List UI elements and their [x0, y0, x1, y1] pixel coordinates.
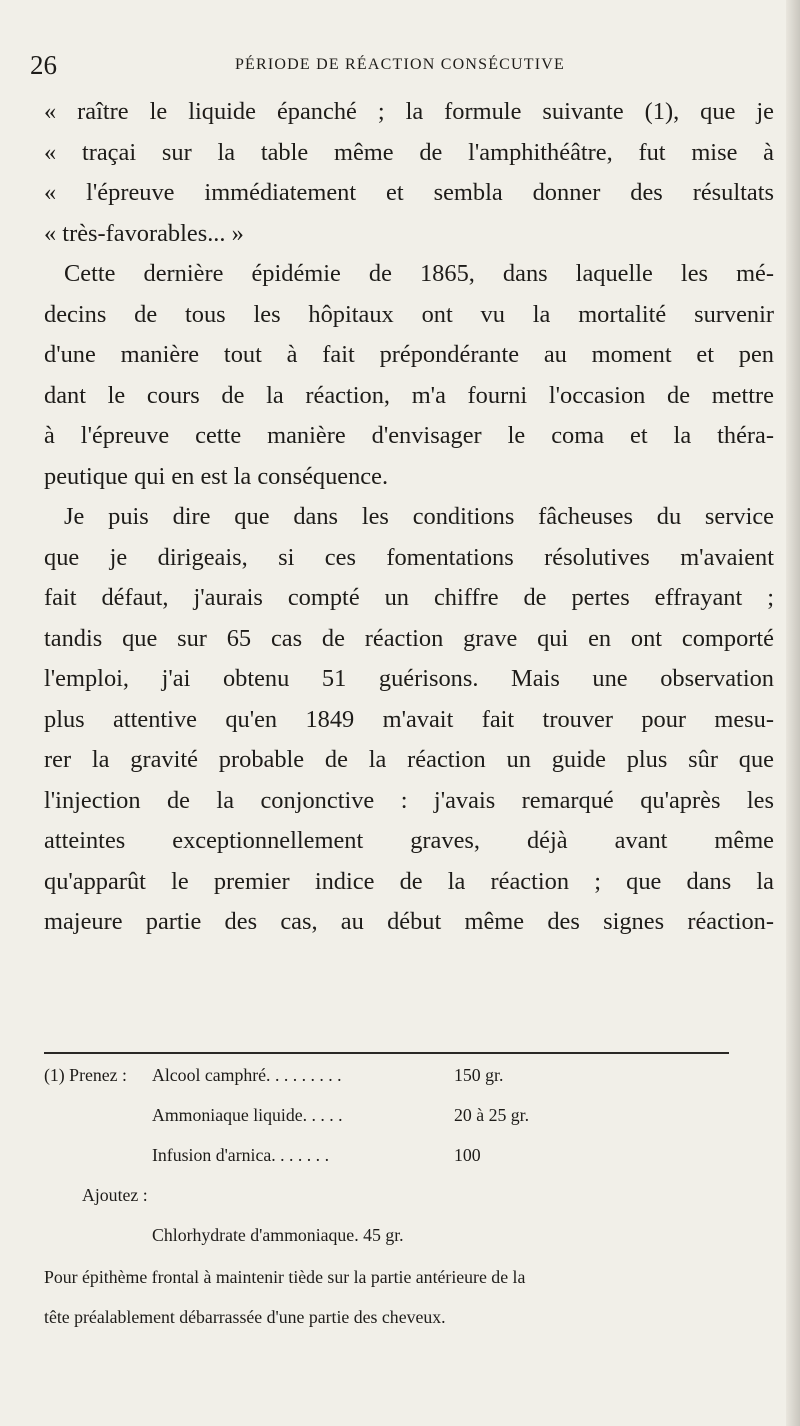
ingredient-qty: 150 gr. — [454, 1065, 504, 1085]
footnote-marker: (1) Prenez : — [44, 1065, 127, 1085]
page-number: 26 — [30, 50, 57, 80]
text-line: qu'apparût le premier indice de la réaction ; que dans la — [44, 867, 774, 895]
text-line: dant le cours de la réaction, m'a fourni l'occasion de mettre — [44, 381, 774, 409]
add-ingredient: Chlorhydrate d'ammoniaque. 45 gr. — [152, 1225, 404, 1245]
text-line: « très-favorables... » — [44, 219, 244, 247]
footnote-row — [44, 1065, 504, 1086]
footnote-rule — [44, 1052, 729, 1054]
text-line: « l'épreuve immédiatement et sembla donner des résultats — [44, 179, 774, 206]
text-line: atteintes exceptionnellement graves, déjà avant même — [44, 827, 774, 854]
ingredient-qty: 20 à 25 gr. — [454, 1105, 530, 1125]
text-line: à l'épreuve cette manière d'envisager le coma et la théra- — [44, 422, 774, 449]
text-line: que je dirigeais, si ces fomentations résolutives m'avaient — [44, 543, 774, 571]
text-line: « traçai sur la table même de l'amphithéâtre, fut mise à — [44, 138, 774, 166]
text-line: peutique qui en est la conséquence. — [44, 462, 389, 490]
text-line: l'injection de la conjonctive : j'avais remarqué qu'après les — [44, 786, 774, 814]
text-line: rer la gravité probable de la réaction un guide plus sûr que — [44, 746, 774, 773]
ingredient-name: Infusion d'arnica. . . . . . . — [152, 1145, 330, 1165]
text-line: d'une manière tout à fait prépondérante au moment et pen — [44, 341, 774, 368]
add-label: Ajoutez : — [82, 1185, 148, 1205]
text-line: tandis que sur 65 cas de réaction grave qui en ont comporté — [44, 624, 774, 652]
ingredient-qty: 100 — [454, 1145, 481, 1165]
body-text — [44, 92, 774, 943]
running-head: PÉRIODE DE RÉACTION CONSÉCUTIVE — [234, 56, 566, 73]
ingredient-name: Alcool camphré. . . . . . . . . — [152, 1065, 342, 1085]
text-line: majeure partie des cas, au début même des signes réaction- — [44, 908, 774, 935]
text-line: Cette dernière épidémie de 1865, dans laquelle les mé- — [64, 260, 774, 287]
text-line: fait défaut, j'aurais compté un chiffre de pertes effrayant ; — [44, 584, 774, 611]
page-header — [0, 50, 800, 86]
usage-line: Pour épithème frontal à maintenir tiède sur la partie antérieure de la — [44, 1267, 526, 1287]
text-line: Je puis dire que dans les conditions fâcheuses du service — [64, 503, 774, 530]
usage-line: tête préalablement débarrassée d'une partie des cheveux. — [44, 1307, 446, 1327]
text-line: l'emploi, j'ai obtenu 51 guérisons. Mais une observation — [44, 665, 774, 692]
ingredient-name: Ammoniaque liquide. . . . . — [152, 1105, 343, 1125]
text-line: plus attentive qu'en 1849 m'avait fait trouver pour mesu- — [44, 705, 774, 733]
page-edge — [786, 0, 800, 1426]
text-line: « raître le liquide épanché ; la formule suivante (1), que je — [44, 98, 774, 125]
text-line: decins de tous les hôpitaux ont vu la mortalité survenir — [44, 300, 774, 328]
